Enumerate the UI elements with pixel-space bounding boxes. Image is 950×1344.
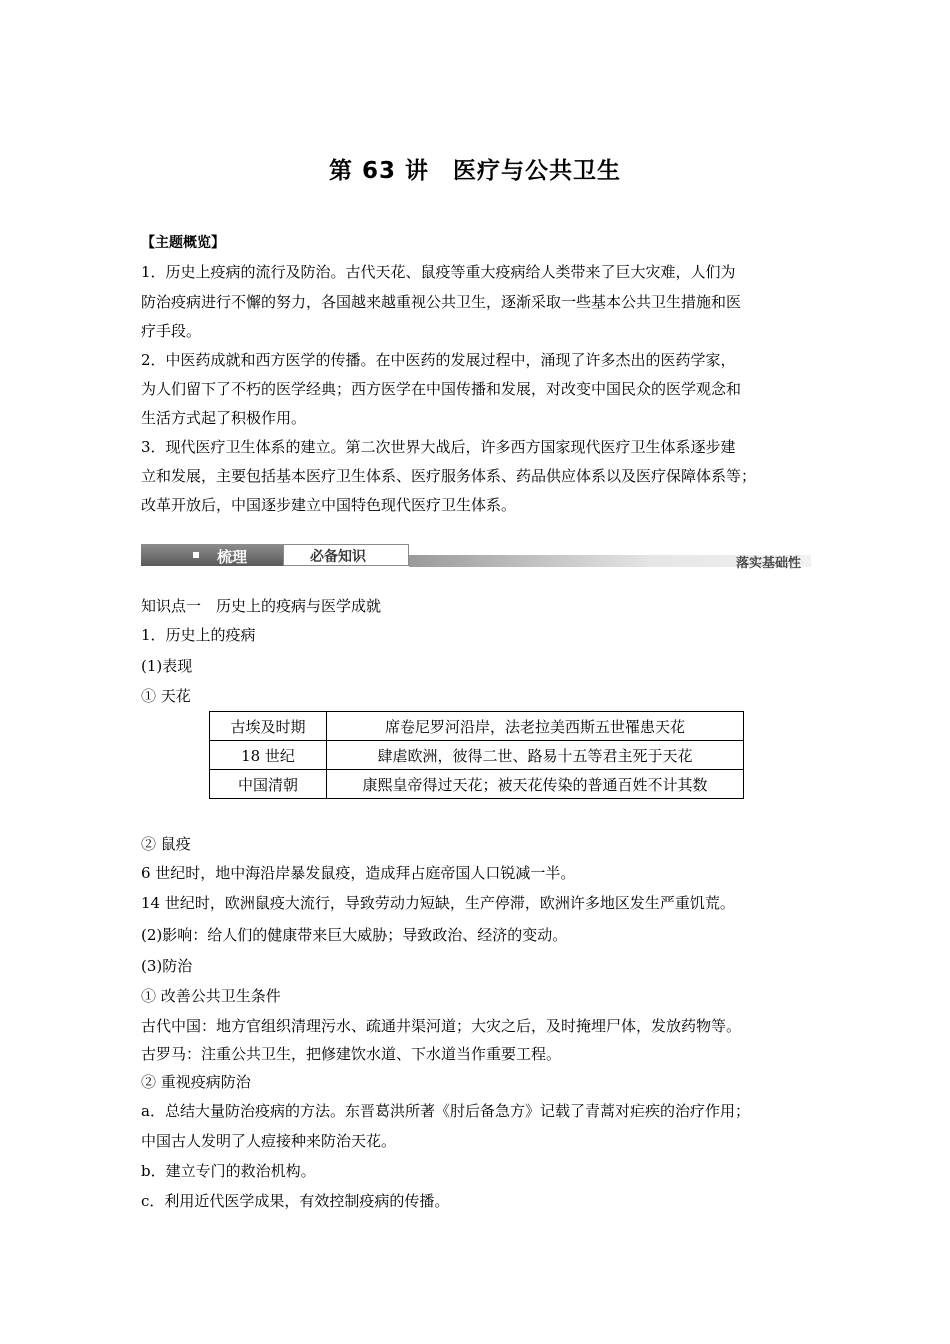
- overview-line: 改革开放后，中国逐步建立中国特色现代医疗卫生体系。: [141, 496, 517, 514]
- subheading: (1)表现: [141, 657, 193, 675]
- page-title: 第 63 讲 医疗与公共卫生: [328, 158, 622, 184]
- body-line: 6 世纪时，地中海沿岸暴发鼠疫，造成拜占庭帝国人口锐减一半。: [141, 864, 576, 882]
- subheading: ② 鼠疫: [141, 835, 191, 853]
- body-line: b．建立专门的救治机构。: [141, 1162, 316, 1180]
- table-cell: 18 世纪: [210, 741, 327, 770]
- subheading: ① 天花: [141, 687, 191, 705]
- smallpox-table: [209, 711, 744, 799]
- overview-line: 3．现代医疗卫生体系的建立。第二次世界大战后，许多西方国家现代医疗卫生体系逐步建: [141, 438, 736, 456]
- subheading: (3)防治: [141, 957, 193, 975]
- square-bullet-icon: [193, 552, 199, 558]
- body-line: 中国古人发明了人痘接种来防治天花。: [141, 1132, 397, 1150]
- body-line: a．总结大量防治疫病的方法。东晋葛洪所著《肘后备急方》记载了青蒿对疟疾的治疗作用；: [141, 1102, 750, 1120]
- overview-heading: 【主题概览】: [141, 235, 225, 251]
- table-row: [210, 712, 744, 741]
- overview-line: 2．中医药成就和西方医学的传播。在中医药的发展过程中，涌现了许多杰出的医药学家，: [141, 351, 736, 369]
- banner-tab-label: 必备知识: [310, 549, 366, 565]
- banner-tab: [283, 544, 409, 566]
- body-line: 古罗马：注重公共卫生，把修建饮水道、下水道当作重要工程。: [141, 1045, 562, 1063]
- subheading: ① 改善公共卫生条件: [141, 987, 281, 1005]
- table-row: [210, 741, 744, 770]
- overview-line: 生活方式起了积极作用。: [141, 409, 307, 427]
- body-line: c．利用近代医学成果，有效控制疫病的传播。: [141, 1192, 450, 1210]
- overview-line: 防治疫病进行不懈的努力，各国越来越重视公共卫生，逐渐采取一些基本公共卫生措施和医: [141, 293, 742, 311]
- overview-line: 为人们留下了不朽的医学经典；西方医学在中国传播和发展，对改变中国民众的医学观念和: [141, 380, 742, 398]
- table-cell: 席卷尼罗河沿岸，法老拉美西斯五世罹患天花: [327, 712, 744, 741]
- overview-line: 立和发展，主要包括基本医疗卫生体系、医疗服务体系、药品供应体系以及医疗保障体系等；: [141, 467, 757, 485]
- body-line: 古代中国：地方官组织清理污水、疏通井渠河道；大灾之后，及时掩埋尸体，发放药物等。: [141, 1017, 742, 1035]
- body-line: (2)影响：给人们的健康带来巨大威胁；导致政治、经济的变动。: [141, 926, 568, 944]
- body-line: 14 世纪时，欧洲鼠疫大流行，导致劳动力短缺，生产停滞，欧洲许多地区发生严重饥荒。: [141, 894, 735, 912]
- overview-line: 1．历史上疫病的流行及防治。古代天花、鼠疫等重大疫病给人类带来了巨大灾难，人们为: [141, 263, 736, 281]
- banner-dark-bar: [141, 544, 283, 566]
- banner-right-label: 落实基础性: [735, 556, 801, 571]
- overview-line: 疗手段。: [141, 322, 202, 340]
- subheading: 1．历史上的疫病: [141, 626, 256, 644]
- table-cell: 古埃及时期: [210, 712, 327, 741]
- table-cell: 康熙皇帝得过天花；被天花传染的普通百姓不计其数: [327, 770, 744, 799]
- subheading: ② 重视疫病防治: [141, 1073, 251, 1091]
- table-row: [210, 770, 744, 799]
- table-cell: 肆虐欧洲，彼得二世、路易十五等君主死于天花: [327, 741, 744, 770]
- knowledge-point-title: 知识点一 历史上的疫病与医学成就: [141, 597, 382, 615]
- table-cell: 中国清朝: [210, 770, 327, 799]
- banner-left-label: 梳理: [217, 548, 248, 566]
- section-banner: [141, 543, 811, 573]
